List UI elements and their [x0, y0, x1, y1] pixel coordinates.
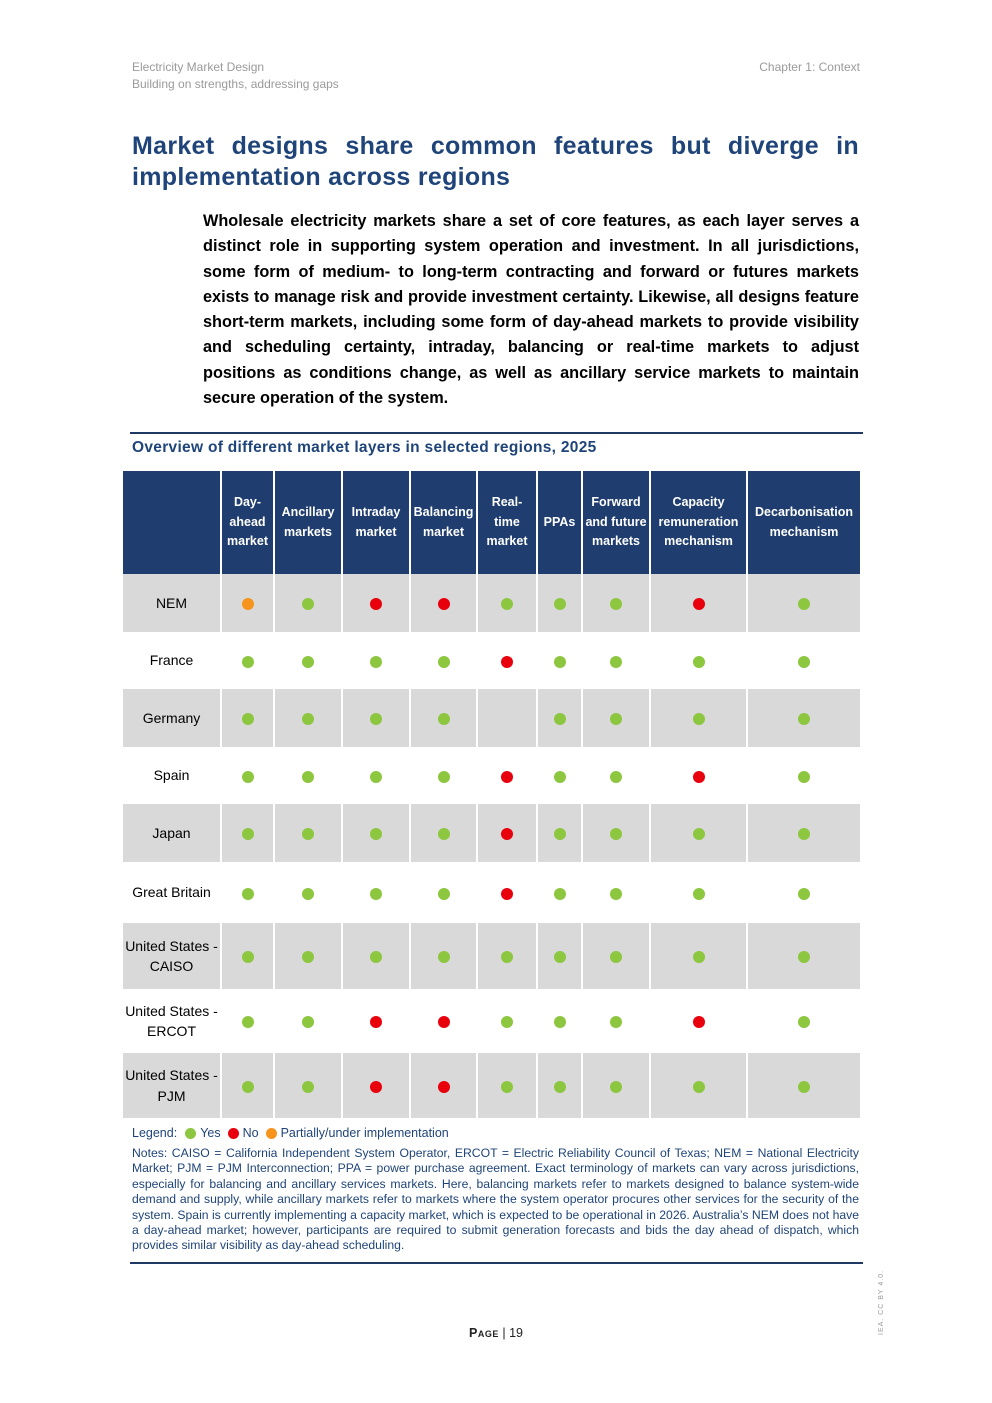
status-dot-yes [438, 656, 450, 668]
status-cell [221, 689, 274, 747]
status-cell [650, 804, 747, 862]
status-dot-yes [242, 888, 254, 900]
column-header: Day-ahead market [221, 471, 274, 574]
status-dot-yes [693, 828, 705, 840]
legend [132, 1126, 449, 1140]
status-cell [221, 632, 274, 689]
status-dot-yes [302, 1016, 314, 1028]
figure-notes: Notes: CAISO = California Independent System Operator, ERCOT = Electric Reliability Council of Texas; NEM = National Electricity Market; PJM = PJM Interconnection; PPA = power purchase agreement. Exact terminology of markets can vary across jurisdictions, especially for balancing and ancillary services markets. Here, balancing markets refer to markets designed to balance system-wide demand and supply, while ancillary markets refer to markets where the system operator procures other services for the security of the system. Spain is currently implementing a capacity market, which is expected to be operational in 2026. Australia’s NEM does not have a day-ahead market; however, participants are required to submit generation forecasts and bids the day ahead of dispatch, which provides similar visibility as day-ahead scheduling. [132, 1146, 859, 1253]
status-cell [221, 804, 274, 862]
status-dot-yes [242, 771, 254, 783]
legend-partial-label: Partially/under implementation [280, 1126, 449, 1140]
status-cell [747, 574, 860, 632]
status-dot-yes [302, 713, 314, 725]
status-dot-yes [798, 828, 810, 840]
region-label: Spain [153, 767, 190, 784]
status-cell [342, 747, 410, 804]
header-title: Electricity Market Design [132, 60, 265, 74]
status-dot-partial [242, 598, 254, 610]
status-dot-yes [438, 713, 450, 725]
status-cell [342, 689, 410, 747]
status-cell [221, 1053, 274, 1118]
header-corner [123, 471, 221, 574]
license-credit: IEA. CC BY 4.0. [878, 1269, 885, 1335]
status-dot-yes [798, 1081, 810, 1093]
status-cell [477, 1053, 537, 1118]
figure-bottom-rule [130, 1262, 863, 1264]
status-dot-yes [302, 951, 314, 963]
status-dot-no [693, 1016, 705, 1028]
status-dot-no [501, 828, 513, 840]
status-cell [582, 989, 650, 1053]
status-dot-yes [302, 1081, 314, 1093]
page-heading: Market designs share common features but diverge in implementation across regions [132, 132, 859, 191]
status-dot-yes [501, 951, 513, 963]
status-dot-yes [610, 771, 622, 783]
status-dot-yes [610, 656, 622, 668]
status-cell [582, 923, 650, 989]
status-dot-yes [370, 656, 382, 668]
status-dot-yes [798, 951, 810, 963]
status-dot-yes [302, 656, 314, 668]
status-dot-yes [798, 713, 810, 725]
status-dot-yes [610, 713, 622, 725]
status-dot-no [438, 1081, 450, 1093]
status-dot-no [370, 1081, 382, 1093]
region-label: Japan [123, 804, 221, 862]
status-dot-yes [554, 713, 566, 725]
page-separator: | [498, 1326, 510, 1340]
status-dot-yes [610, 598, 622, 610]
table-row [123, 1053, 860, 1118]
status-dot-yes [610, 1081, 622, 1093]
status-cell [537, 804, 582, 862]
legend-partial-dot [266, 1128, 277, 1139]
header-chapter: Chapter 1: Context [759, 60, 860, 74]
status-dot-yes [610, 951, 622, 963]
status-dot-yes [501, 1081, 513, 1093]
status-dot-yes [302, 888, 314, 900]
status-dot-yes [370, 888, 382, 900]
page-label: Page [469, 1326, 499, 1340]
status-cell [221, 989, 274, 1053]
status-cell [477, 862, 537, 923]
table-header-row [123, 471, 860, 574]
status-cell [537, 632, 582, 689]
status-cell [650, 923, 747, 989]
status-cell [410, 747, 477, 804]
status-dot-no [370, 598, 382, 610]
status-dot-yes [554, 828, 566, 840]
region-label: France [149, 652, 194, 669]
status-cell [410, 1053, 477, 1118]
status-dot-yes [242, 951, 254, 963]
status-cell [477, 989, 537, 1053]
status-cell [477, 923, 537, 989]
legend-label: Legend: [132, 1126, 178, 1140]
status-dot-yes [242, 713, 254, 725]
status-cell [477, 574, 537, 632]
status-dot-yes [370, 951, 382, 963]
status-cell [477, 747, 537, 804]
table-row [123, 632, 860, 689]
status-cell [582, 804, 650, 862]
status-dot-no [370, 1016, 382, 1028]
status-dot-yes [610, 1016, 622, 1028]
status-cell [274, 689, 342, 747]
status-cell [747, 632, 860, 689]
status-cell [650, 632, 747, 689]
status-cell [650, 1053, 747, 1118]
running-header [132, 59, 339, 93]
column-header: Forward and future markets [582, 471, 650, 574]
status-dot-yes [242, 1081, 254, 1093]
status-dot-yes [554, 1081, 566, 1093]
status-dot-yes [501, 598, 513, 610]
status-dot-yes [693, 713, 705, 725]
status-cell [582, 689, 650, 747]
legend-no-dot [228, 1128, 239, 1139]
status-dot-no [693, 598, 705, 610]
region-label: NEM [123, 574, 221, 632]
status-dot-yes [693, 1081, 705, 1093]
status-dot-yes [554, 1016, 566, 1028]
status-dot-yes [554, 888, 566, 900]
status-cell [582, 574, 650, 632]
status-cell [274, 574, 342, 632]
lead-paragraph: Wholesale electricity markets share a set of core features, as each layer serves a distinct role in supporting system operation and investment. In all jurisdictions, some form of medium- to long-term contracting and forward or futures markets exists to manage risk and provide investment certainty. Likewise, all designs feature short-term markets, including some form of day-ahead markets to provide visibility and scheduling certainty, intraday, balancing or real-time markets to adjust positions as conditions change, as well as ancillary service markets to maintain secure operation of the system. [203, 212, 859, 408]
table-row [123, 989, 860, 1053]
region-label: Great Britain [132, 884, 211, 901]
status-cell [274, 862, 342, 923]
status-cell [650, 689, 747, 747]
status-cell [582, 1053, 650, 1118]
status-dot-yes [370, 713, 382, 725]
status-cell [582, 862, 650, 923]
column-header: Real-time market [477, 471, 537, 574]
status-dot-yes [242, 1016, 254, 1028]
status-cell [537, 689, 582, 747]
column-header: PPAs [537, 471, 582, 574]
status-cell [477, 689, 537, 747]
status-dot-yes [693, 951, 705, 963]
status-cell [537, 574, 582, 632]
status-dot-yes [554, 656, 566, 668]
status-cell [221, 862, 274, 923]
legend-yes-label: Yes [200, 1126, 221, 1140]
column-header: Decarbonisation mechanism [747, 471, 860, 574]
column-header: Ancillary markets [274, 471, 342, 574]
status-dot-yes [242, 828, 254, 840]
status-dot-yes [438, 951, 450, 963]
status-dot-yes [370, 771, 382, 783]
status-cell [274, 1053, 342, 1118]
status-dot-no [438, 598, 450, 610]
status-cell [221, 923, 274, 989]
region-label: United States - PJM [123, 1053, 221, 1118]
table-row [123, 747, 860, 804]
status-dot-yes [242, 656, 254, 668]
status-dot-yes [610, 828, 622, 840]
region-label: United States - ERCOT [125, 1002, 218, 1039]
status-cell [747, 989, 860, 1053]
status-dot-yes [693, 656, 705, 668]
status-cell [410, 989, 477, 1053]
status-cell [410, 632, 477, 689]
status-cell [747, 804, 860, 862]
status-cell [537, 862, 582, 923]
status-cell [582, 632, 650, 689]
status-dot-yes [554, 598, 566, 610]
status-dot-yes [554, 771, 566, 783]
column-header: Intraday market [342, 471, 410, 574]
status-cell [342, 923, 410, 989]
status-dot-no [693, 771, 705, 783]
status-cell [537, 747, 582, 804]
status-cell [274, 747, 342, 804]
status-cell [650, 574, 747, 632]
status-dot-yes [370, 828, 382, 840]
page-number-value: 19 [509, 1326, 523, 1340]
status-cell [274, 804, 342, 862]
status-cell [650, 862, 747, 923]
status-cell [410, 574, 477, 632]
status-dot-yes [798, 656, 810, 668]
status-cell [410, 804, 477, 862]
status-cell [410, 689, 477, 747]
status-cell [747, 923, 860, 989]
status-dot-yes [302, 828, 314, 840]
table-row [123, 923, 860, 989]
status-cell [650, 747, 747, 804]
status-dot-yes [554, 951, 566, 963]
status-cell [342, 804, 410, 862]
table-row [123, 862, 860, 923]
market-layers-table [123, 471, 860, 1118]
figure-top-rule [130, 432, 863, 434]
status-dot-no [501, 888, 513, 900]
status-dot-yes [302, 771, 314, 783]
column-header: Balancing market [410, 471, 477, 574]
status-cell [650, 989, 747, 1053]
status-dot-yes [693, 888, 705, 900]
status-cell [221, 747, 274, 804]
status-cell [342, 989, 410, 1053]
legend-no-label: No [242, 1126, 259, 1140]
status-cell [747, 747, 860, 804]
status-dot-yes [798, 888, 810, 900]
page-number [0, 1326, 992, 1340]
status-cell [274, 989, 342, 1053]
status-cell [537, 923, 582, 989]
status-cell [342, 862, 410, 923]
status-cell [221, 574, 274, 632]
status-dot-yes [798, 771, 810, 783]
table-row [123, 689, 860, 747]
status-dot-yes [302, 598, 314, 610]
status-dot-yes [501, 1016, 513, 1028]
status-dot-yes [438, 888, 450, 900]
status-cell [477, 804, 537, 862]
status-cell [582, 747, 650, 804]
table-row [123, 574, 860, 632]
status-cell [537, 989, 582, 1053]
region-label: Germany [123, 689, 221, 747]
status-dot-yes [438, 771, 450, 783]
status-dot-yes [438, 828, 450, 840]
status-cell [747, 689, 860, 747]
table-body [123, 574, 860, 1118]
status-cell [747, 1053, 860, 1118]
status-dot-yes [798, 1016, 810, 1028]
status-cell [477, 632, 537, 689]
header-subtitle: Building on strengths, addressing gaps [132, 77, 339, 91]
status-dot-yes [610, 888, 622, 900]
status-cell [410, 862, 477, 923]
status-dot-no [501, 771, 513, 783]
status-cell [537, 1053, 582, 1118]
status-cell [747, 862, 860, 923]
legend-yes-dot [185, 1128, 196, 1139]
status-cell [410, 923, 477, 989]
column-header: Capacity remuneration mechanism [650, 471, 747, 574]
status-cell [342, 1053, 410, 1118]
status-cell [342, 574, 410, 632]
figure-title: Overview of different market layers in selected regions, 2025 [132, 439, 597, 456]
status-dot-yes [798, 598, 810, 610]
status-cell [342, 632, 410, 689]
table-row [123, 804, 860, 862]
status-cell [274, 923, 342, 989]
status-dot-no [438, 1016, 450, 1028]
region-label: United States - CAISO [123, 923, 221, 989]
status-cell [274, 632, 342, 689]
status-dot-no [501, 656, 513, 668]
